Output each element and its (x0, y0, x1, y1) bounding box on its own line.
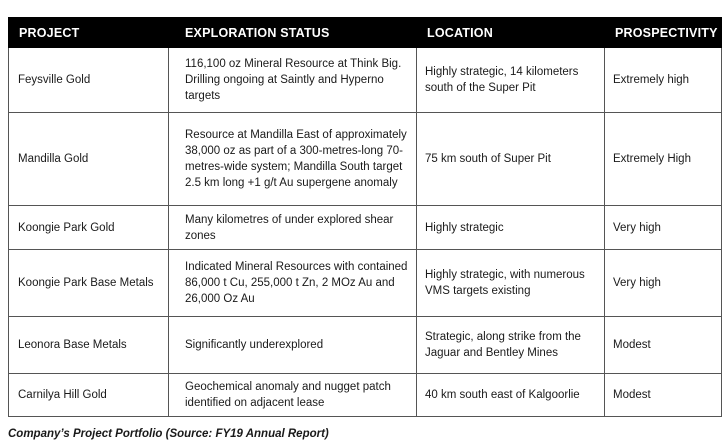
table-row (9, 113, 722, 206)
header-location: LOCATION (417, 18, 605, 48)
cell-exploration-status: Resource at Mandilla East of approximately 38,000 oz as part of a 300-metres-long 70-metres-wide system; Mandilla South target 2.5 km long +1 g/t Au supergene anomaly (169, 113, 417, 206)
header-prospectivity: PROSPECTIVITY (605, 18, 722, 48)
table-row (9, 317, 722, 374)
table-row (9, 374, 722, 417)
portfolio-table-wrapper (8, 17, 721, 417)
cell-project: Leonora Base Metals (9, 317, 169, 374)
cell-location: Highly strategic, 14 kilometers south of the Super Pit (417, 48, 605, 113)
cell-project: Feysville Gold (9, 48, 169, 113)
cell-location: Highly strategic, with numerous VMS targets existing (417, 250, 605, 317)
cell-prospectivity: Modest (605, 374, 722, 417)
cell-exploration-status: 116,100 oz Mineral Resource at Think Big. Drilling ongoing at Saintly and Hyperno targets (169, 48, 417, 113)
table-caption: Company’s Project Portfolio (Source: FY19 Annual Report) (8, 428, 329, 440)
cell-location: Strategic, along strike from the Jaguar and Bentley Mines (417, 317, 605, 374)
cell-location: Highly strategic (417, 206, 605, 250)
header-exploration-status: EXPLORATION STATUS (169, 18, 417, 48)
table-header-row (9, 18, 722, 48)
cell-prospectivity: Extremely high (605, 48, 722, 113)
table-row (9, 48, 722, 113)
cell-prospectivity: Extremely High (605, 113, 722, 206)
cell-location: 75 km south of Super Pit (417, 113, 605, 206)
cell-prospectivity: Modest (605, 317, 722, 374)
cell-location: 40 km south east of Kalgoorlie (417, 374, 605, 417)
cell-prospectivity: Very high (605, 206, 722, 250)
cell-exploration-status: Significantly underexplored (169, 317, 417, 374)
cell-project: Koongie Park Gold (9, 206, 169, 250)
cell-project: Koongie Park Base Metals (9, 250, 169, 317)
cell-project: Mandilla Gold (9, 113, 169, 206)
cell-project: Carnilya Hill Gold (9, 374, 169, 417)
header-project: PROJECT (9, 18, 169, 48)
project-portfolio-table (8, 17, 722, 417)
cell-exploration-status: Many kilometres of under explored shear zones (169, 206, 417, 250)
table-row (9, 206, 722, 250)
cell-exploration-status: Geochemical anomaly and nugget patch identified on adjacent lease (169, 374, 417, 417)
cell-prospectivity: Very high (605, 250, 722, 317)
cell-exploration-status: Indicated Mineral Resources with contained 86,000 t Cu, 255,000 t Zn, 2 MOz Au and 26,000 Oz Au (169, 250, 417, 317)
table-row (9, 250, 722, 317)
